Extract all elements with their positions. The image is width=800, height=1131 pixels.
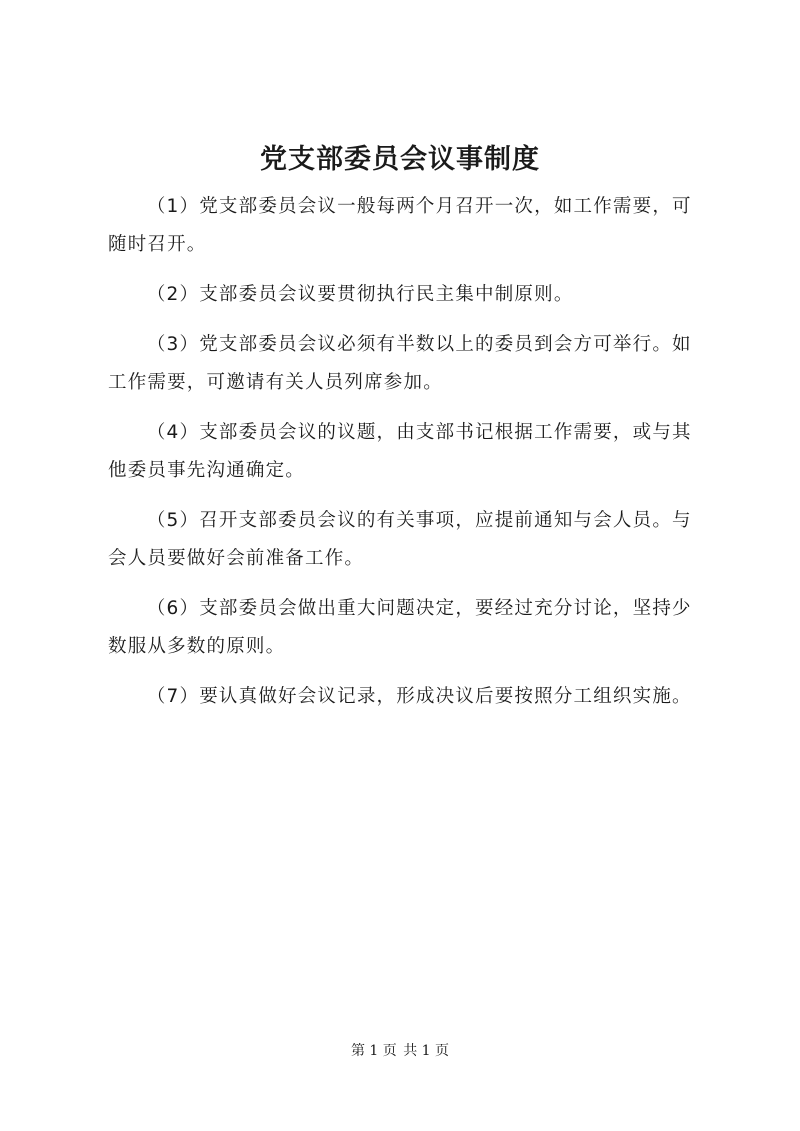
page-total: 共 1 页 [403, 1043, 450, 1059]
paragraph-4: （4）支部委员会议的议题，由支部书记根据工作需要，或与其他委员事先沟通确定。 [108, 422, 692, 481]
paragraph-3: （3）党支部委员会议必须有半数以上的委员到会方可举行。如工作需要，可邀请有关人员列席参加。 [108, 334, 692, 393]
paragraph-2: （2）支部委员会议要贯彻执行民主集中制原则。 [146, 284, 574, 305]
paragraph-5: （5）召开支部委员会议的有关事项，应提前通知与会人员。与会人员要做好会前准备工作。 [108, 510, 692, 569]
page-number: 第 1 页 [350, 1043, 397, 1059]
page-footer [0, 1041, 800, 1061]
document-body [108, 188, 708, 728]
document-title: 党支部委员会议事制度 [260, 144, 540, 175]
paragraph-7: （7）要认真做好会议记录，形成决议后要按照分工组织实施。 [146, 686, 692, 707]
paragraph-1: （1）党支部委员会议一般每两个月召开一次，如工作需要，可随时召开。 [108, 196, 692, 255]
paragraph-6: （6）支部委员会做出重大问题决定，要经过充分讨论，坚持少数服从多数的原则。 [108, 598, 692, 657]
